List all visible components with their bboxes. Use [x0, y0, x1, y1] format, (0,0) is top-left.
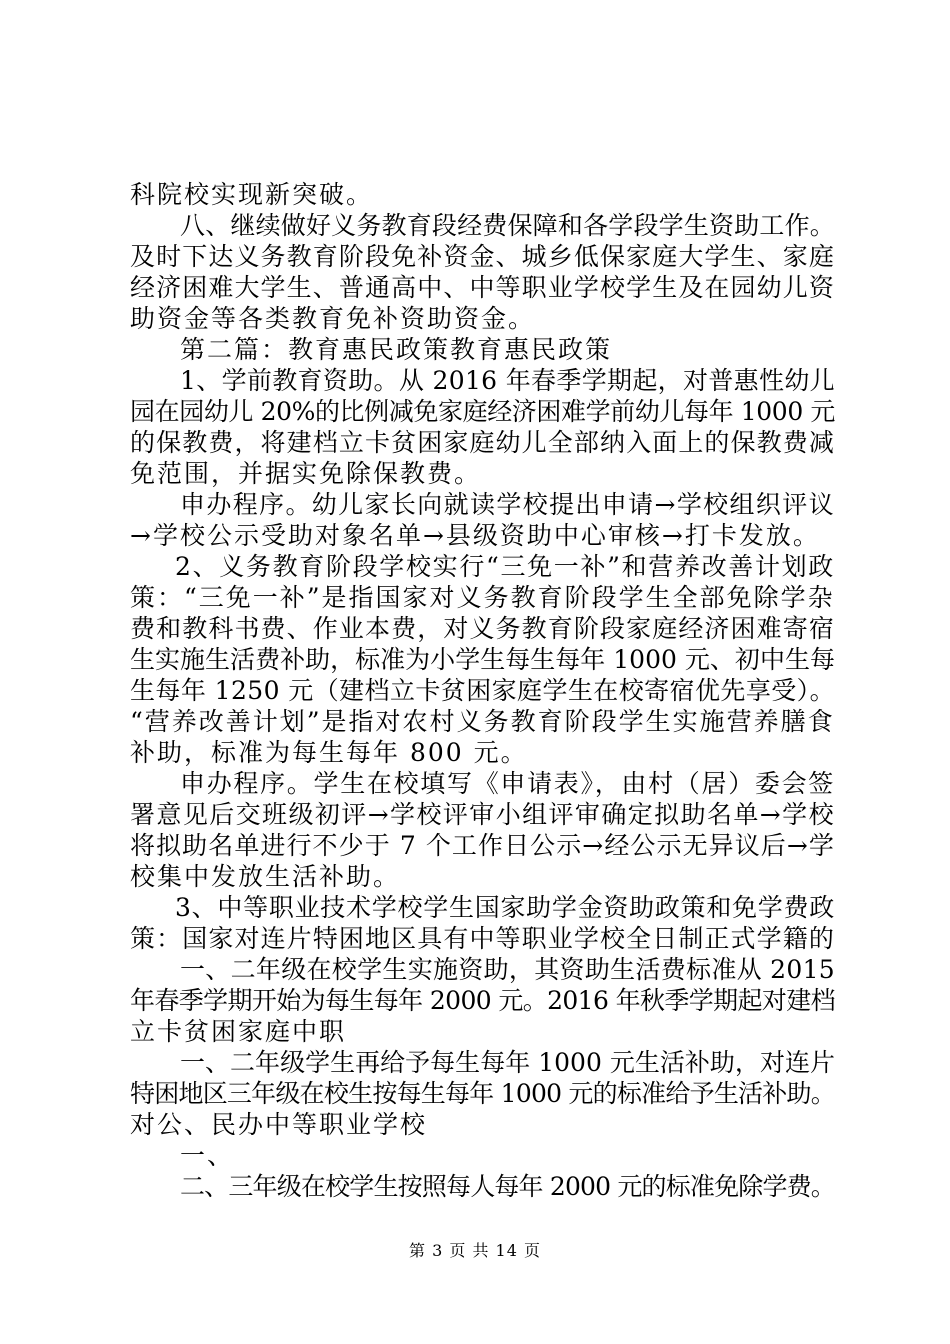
paragraph-line: 生实施生活费补助，标准为小学生每生每年 1000 元、初中生每	[130, 645, 835, 674]
paragraph-line: →学校公示受助对象名单→县级资助中心审核→打卡发放。	[130, 521, 820, 550]
paragraph-line: “营养改善计划”是指对农村义务教育阶段学生实施营养膳食	[130, 707, 835, 736]
paragraph-line: 经济困难大学生、普通高中、中等职业学校学生及在园幼儿资	[130, 273, 835, 302]
paragraph-line: 费和教科书费、作业本费，对义务教育阶段家庭经济困难寄宿	[130, 614, 835, 643]
paragraph-line: 立卡贫困家庭中职	[130, 1017, 347, 1046]
paragraph-line: 1、学前教育资助。从 2016 年春季学期起，对普惠性幼儿	[180, 366, 835, 395]
paragraph-line: 署意见后交班级初评→学校评审小组评审确定拟助名单→学校	[130, 800, 835, 829]
paragraph-line: 校集中发放生活补助。	[130, 862, 401, 891]
paragraph-line: 将拟助名单进行不少于 7 个工作日公示→经公示无异议后→学	[130, 831, 835, 860]
paragraph-line: 2、义务教育阶段学校实行“三免一补”和营养改善计划政	[175, 552, 835, 581]
paragraph-line: 补助，标准为每生每年 800 元。	[130, 738, 528, 767]
paragraph-line: 二、三年级在校学生按照每人每年 2000 元的标准免除学费。	[180, 1172, 835, 1201]
page-number-footer: 第 3 页 共 14 页	[409, 1241, 541, 1260]
paragraph-line: 年春季学期开始为每生每年 2000 元。2016 年秋季学期起对建档	[130, 986, 835, 1015]
paragraph-line: 的保教费，将建档立卡贫困家庭幼儿全部纳入面上的保教费减	[130, 428, 835, 457]
paragraph-line: 助资金等各类教育免补资助资金。	[130, 304, 536, 333]
paragraph-line: 对公、民办中等职业学校	[130, 1110, 428, 1139]
paragraph-line: 策：“三免一补”是指国家对义务教育阶段学生全部免除学杂	[130, 583, 835, 612]
paragraph-line: 3、中等职业技术学校学生国家助学金资助政策和免学费政	[175, 893, 835, 922]
paragraph-line: 科院校实现新突破。	[130, 180, 374, 209]
paragraph-line: 特困地区三年级在校生按每生每年 1000 元的标准给予生活补助。	[130, 1079, 835, 1108]
paragraph-line: 及时下达义务教育阶段免补资金、城乡低保家庭大学生、家庭	[130, 242, 835, 271]
paragraph-line: 一、	[180, 1141, 235, 1170]
paragraph-line: 一、二年级学生再给予每生每年 1000 元生活补助，对连片	[180, 1048, 835, 1077]
paragraph-line: 八、继续做好义务教育段经费保障和各学段学生资助工作。	[180, 211, 835, 240]
paragraph-line: 策：国家对连片特困地区具有中等职业学校全日制正式学籍的	[130, 924, 835, 953]
section-heading: 第二篇：教育惠民政策教育惠民政策	[180, 335, 613, 364]
paragraph-line: 申办程序。学生在校填写《申请表》，由村（居）委会签	[180, 769, 835, 798]
paragraph-line: 一、二年级在校学生实施资助，其资助生活费标准从 2015	[180, 955, 835, 984]
paragraph-line: 生每年 1250 元（建档立卡贫困家庭学生在校寄宿优先享受）。	[130, 676, 835, 705]
paragraph-line: 园在园幼儿 20%的比例减免家庭经济困难学前幼儿每年 1000 元	[130, 397, 835, 426]
paragraph-line: 申办程序。幼儿家长向就读学校提出申请→学校组织评议	[180, 490, 835, 519]
paragraph-line: 免范围，并据实免除保教费。	[130, 459, 482, 488]
